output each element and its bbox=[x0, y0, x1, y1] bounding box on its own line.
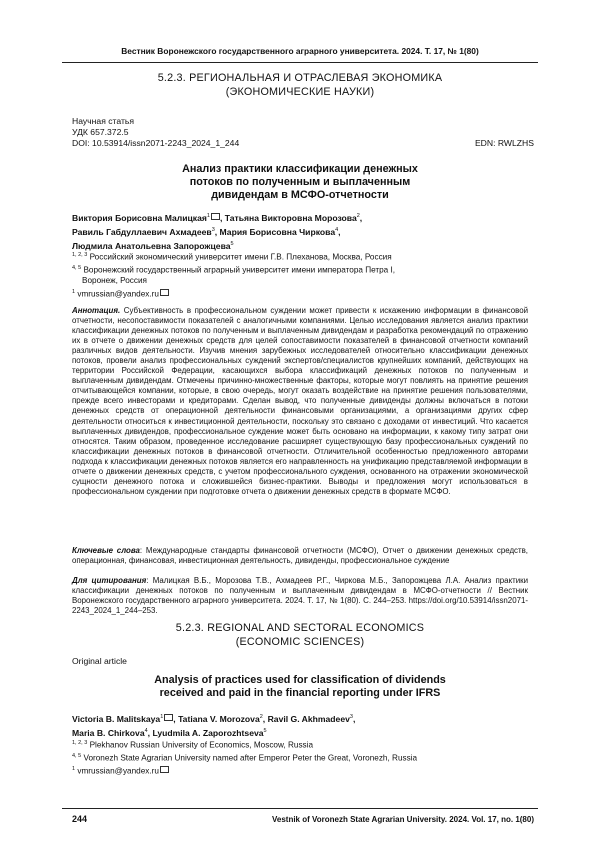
title-line-2: потоков по полученным и выплаченным bbox=[189, 176, 411, 188]
affiliations-en bbox=[72, 738, 532, 778]
section-title-ru bbox=[62, 71, 538, 99]
mail-icon bbox=[160, 289, 169, 296]
footer-rule bbox=[62, 808, 538, 809]
article-type: Научная статья bbox=[72, 116, 135, 126]
affiliation: Воронежский государственный аграрный университет имени императора Петра I, bbox=[83, 265, 396, 275]
author-name: Lyudmila A. Zaporozhtseva bbox=[152, 727, 264, 738]
section-line-2: (ECONOMIC SCIENCES) bbox=[235, 636, 365, 648]
header-rule bbox=[62, 62, 538, 63]
title-line-1: Analysis of practices used for classification of dividends bbox=[154, 674, 446, 686]
author-name: Виктория Борисовна Малицкая bbox=[72, 212, 207, 223]
author-sup: 2 bbox=[356, 213, 360, 219]
aff-sup: 4, 5 bbox=[72, 753, 82, 760]
email-sup: 1 bbox=[72, 288, 76, 295]
author-sup: 3 bbox=[211, 226, 215, 233]
author-sup: 4 bbox=[335, 226, 339, 233]
author-name: Tatiana V. Morozova bbox=[178, 713, 260, 724]
affiliation: Российский экономический университет имени Г.В. Плеханова, Москва, Россия bbox=[89, 252, 392, 262]
author-sup: 5 bbox=[230, 240, 234, 247]
mail-icon bbox=[211, 213, 220, 220]
abstract-label: Аннотация. bbox=[72, 306, 121, 315]
author-sup: 3 bbox=[349, 714, 353, 720]
section-line-2: (ЭКОНОМИЧЕСКИЕ НАУКИ) bbox=[225, 86, 375, 98]
author-name: Мария Борисовна Чиркова bbox=[219, 226, 336, 237]
article-title-en bbox=[90, 674, 510, 700]
author-name: Victoria B. Malitskaya bbox=[72, 713, 161, 724]
email-link[interactable]: vmrussian@yandex.ru bbox=[77, 289, 159, 299]
keywords-ru bbox=[72, 546, 528, 566]
abstract-text: Субъективность в профессиональном суждении может привести к искажению информации в финансовой отчетности, несопоставимости показателей с аналогичными компаниями. Целью исследования является анализ практики классификации денежных потоков по полученным и выплаченным дивидендам и разработка рекомендаций по отражению их в отчете о движении денежных средств для целей сопоставимости показателей в финансовой отчетности компаний различных видов деятельности. Изучив мнения зарубежных исследователей относительно классификации денежных потоков, провели анализ профессиональных суждений экспертов/специалистов крупнейших компаний, действующих на территории Российской Федерации, касающихся выбора классификаций денежных потоков по полученным и выплаченным дивидендам. Отмечены причинно-множественные факторы, которые могут повлиять на принятие решения отчитывающейся компании, которые, в свою очередь, могут оказать воздействие на принятие решения пользователями, прежде всего инвесторами и кредиторами. Сделан вывод, что полученные дивиденды должны включаться в потоки денежных средств от операционной деятельности финансовыми организациями, а организациями других сфер деятельности относиться к инвестиционной деятельности, поскольку это связано с доходами от инвестиций. Что касается выплаченных дивидендов, профессиональное суждение может быть основано на информации, к какому типу затрат они относятся. Таким образом, проведенное исследование расширяет существующую базу профессиональных суждений по классификации денежных потоков в финансовой отчетности. Отличительной особенностью предложенного авторами подхода к классификации денежных потоков является его направленность на унификацию представляемой информации в отчете о движении денежных средств, с учетом профессионального суждения, основанного на отражении экономической сущности денежного потока и сложившейся бизнес-практики. Выводы и предложения могут использоваться в профессиональном суждении при подготовке отчета о движении денежных средств в формате МСФО. bbox=[72, 306, 528, 496]
author-sup: 1 bbox=[160, 714, 164, 720]
author-sup: 4 bbox=[144, 727, 148, 734]
section-line-1: 5.2.3. РЕГИОНАЛЬНАЯ И ОТРАСЛЕВАЯ ЭКОНОМИКА bbox=[157, 72, 443, 84]
keywords-label: Ключевые слова bbox=[72, 546, 140, 555]
footer-journal: Vestnik of Voronezh State Agrarian University. 2024. Vol. 17, no. 1(80) bbox=[271, 815, 534, 824]
author-name: Татьяна Викторовна Морозова bbox=[224, 212, 357, 223]
title-line-3: дивидендам в МСФО-отчетности bbox=[211, 189, 389, 201]
author-name: Ravil G. Akhmadeev bbox=[267, 713, 350, 724]
affiliations-ru bbox=[72, 250, 532, 300]
article-type-en: Original article bbox=[72, 656, 127, 666]
email-link[interactable]: vmrussian@yandex.ru bbox=[77, 767, 159, 777]
aff-sup: 1, 2, 3 bbox=[72, 740, 88, 746]
mail-icon bbox=[164, 714, 173, 721]
aff-sup: 4, 5 bbox=[72, 265, 82, 272]
authors-en: Victoria B. Malitskaya$^1$ , Tatiana V. Morozova$^2$, Ravil G. Akhmadeev$^3$, Maria B. Chirkova$^4$, Lyudmila A. Zaporozhtseva$^5$ bbox=[72, 713, 356, 738]
affiliation: Plekhanov Russian University of Economics, Moscow, Russia bbox=[89, 740, 314, 750]
section-line-1: 5.2.3. REGIONAL AND SECTORAL ECONOMICS bbox=[175, 622, 425, 634]
page-number: 244 bbox=[72, 814, 88, 824]
affiliation: Voronezh State Agrarian University named after Emperor Peter the Great, Voronezh, Russia bbox=[83, 753, 418, 763]
article-meta-ru bbox=[72, 116, 239, 149]
author-sup: 1 bbox=[206, 213, 210, 219]
udk: УДК 657.372.5 bbox=[72, 127, 129, 137]
journal-header: Вестник Воронежского государственного аграрного университета. 2024. Т. 17, № 1(80) bbox=[121, 46, 479, 56]
mail-icon bbox=[160, 766, 169, 773]
author-name: Людмила Анатольевна Запорожцева bbox=[72, 240, 231, 251]
title-line-1: Анализ практики классификации денежных bbox=[182, 163, 418, 175]
author-sup: 5 bbox=[263, 727, 267, 734]
citation-text: : Малицкая В.Б., Морозова Т.В., Ахмадеев Р.Г., Чиркова М.Б., Запорожцева Л.А. Анализ практики классификации денежных потоков по полученным и выплаченным дивидендам в МСФО-отчетности // Вестник Воронежского государственного аграрного университета. 2024. Т. 17, № 1(80). С. 244–253. https://doi.org/10.53914/issn2071-2243_2024_1_244–253. bbox=[72, 576, 528, 616]
keywords-text: : Международные стандарты финансовой отчетности (МСФО), Отчет о движении денежных средств, операционная, финансовая, инвестиционная деятельность, дивиденды, профессиональное суждение bbox=[72, 546, 528, 566]
abstract-ru bbox=[72, 306, 528, 497]
author-sup: 2 bbox=[259, 714, 263, 720]
email-sup: 1 bbox=[72, 766, 76, 773]
citation-ru bbox=[72, 576, 528, 616]
authors-ru: Виктория Борисовна Малицкая$^1$ , Татьяна Викторовна Морозова$^2$, Равиль Габдуллаевич Ахмадеев$^3$, Мария Борисовна Чиркова$^4$, Людмила Анатольевна Запорожцева$^5$ bbox=[72, 212, 363, 251]
doi[interactable]: DOI: 10.53914/issn2071-2243_2024_1_244 bbox=[72, 138, 240, 148]
affiliation: Воронеж, Россия bbox=[82, 276, 147, 286]
author-name: Maria B. Chirkova bbox=[72, 727, 145, 738]
aff-sup: 1, 2, 3 bbox=[72, 252, 88, 258]
title-line-2: received and paid in the financial reporting under IFRS bbox=[159, 687, 441, 699]
article-title-ru bbox=[120, 163, 480, 202]
section-title-en bbox=[62, 621, 538, 649]
citation-label: Для цитирования bbox=[72, 576, 147, 585]
edn: EDN: RWLZHS bbox=[474, 138, 534, 148]
author-name: Равиль Габдуллаевич Ахмадеев bbox=[72, 226, 212, 237]
